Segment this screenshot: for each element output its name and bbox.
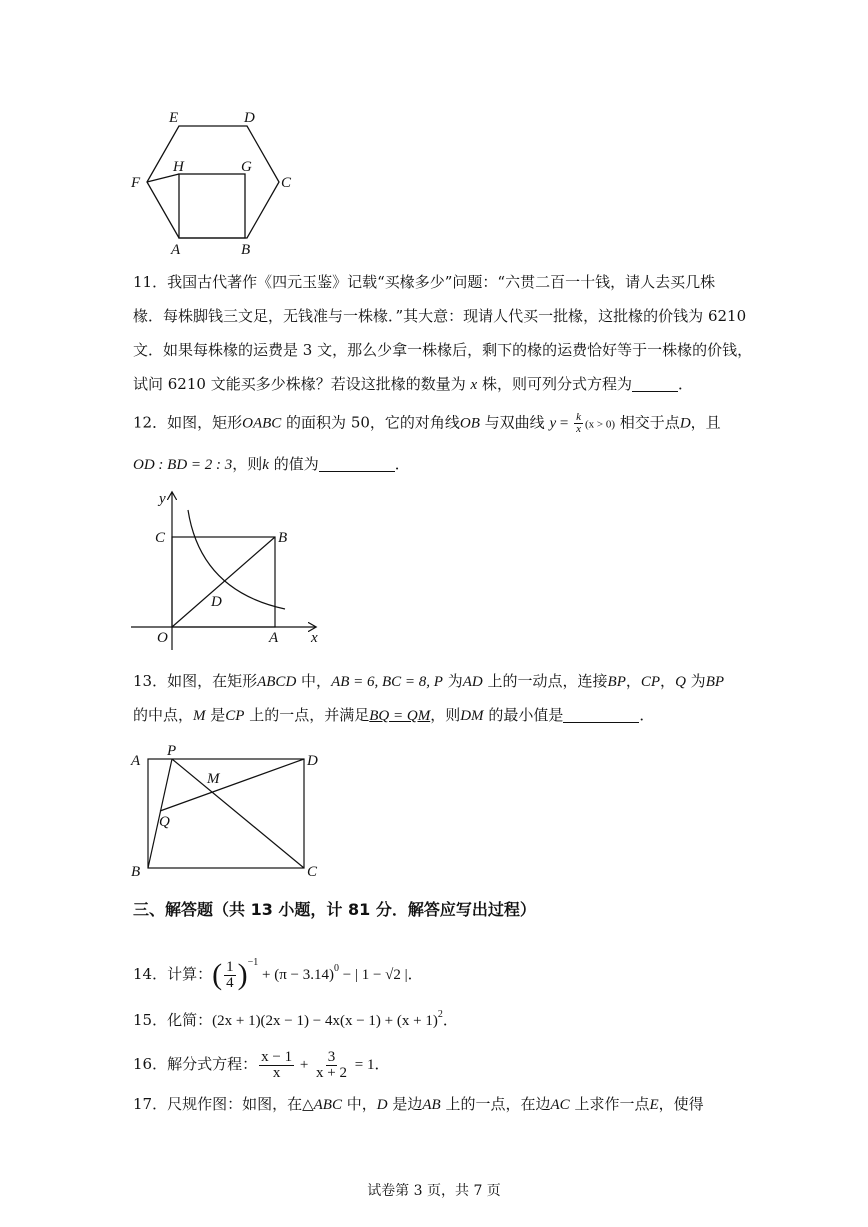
- q12-var-oabc: OABC: [242, 415, 282, 432]
- figure-hexagon-square: [125, 105, 305, 260]
- q15-number: 15．: [133, 1011, 168, 1029]
- label-g: G: [241, 159, 252, 175]
- label-b: B: [131, 864, 141, 880]
- hexagon-shape: [147, 126, 279, 238]
- q16-rhs: = 1: [351, 1057, 375, 1073]
- q16-line: [133, 1044, 390, 1084]
- segment-cp: [172, 759, 304, 868]
- q13-text-1: 如图，在矩形: [167, 672, 258, 690]
- q13-text-8: 的中点，: [133, 706, 194, 724]
- q14-frac-den: 4: [226, 974, 234, 991]
- q13-var-q: Q: [675, 674, 686, 690]
- q14-label: 计算：: [167, 965, 213, 983]
- label-h: H: [173, 159, 184, 175]
- segment-fh: [147, 174, 179, 182]
- hyperbola-curve: [188, 510, 288, 609]
- q13-text-4: 上的一动点，连接: [482, 672, 608, 690]
- q11-end: ．: [677, 375, 693, 393]
- q11-line-4: [133, 374, 693, 395]
- q17-var-ab: AB: [422, 1097, 441, 1113]
- q11-line-2: [133, 306, 746, 326]
- q17-text-4: 上的一点，在边: [440, 1095, 551, 1113]
- q12-line-2: [133, 454, 410, 475]
- q16-number: 16．: [133, 1055, 168, 1073]
- q14-paren-close: ): [237, 958, 248, 991]
- q12-frac-den: x: [576, 423, 581, 435]
- q13-number: 13．: [133, 672, 168, 690]
- label-q: Q: [159, 814, 170, 830]
- q12-end: ．: [394, 455, 410, 473]
- q14-fraction: [224, 960, 236, 991]
- q16-frac2-num: 3: [327, 1048, 336, 1065]
- q11-answer-blank[interactable]: [632, 375, 678, 392]
- q11-line-1: [133, 272, 715, 292]
- q12-text-1: 如图，矩形: [167, 413, 243, 432]
- square-shape: [179, 174, 245, 238]
- q14-end: ．: [407, 965, 423, 983]
- q17-number: 17．: [133, 1095, 168, 1113]
- q17-var-ac: AC: [550, 1097, 570, 1113]
- q14-middle: + (π − 3.14): [258, 967, 334, 983]
- q13-var-abcd: ABCD: [257, 674, 297, 690]
- q11-text-4a: 试问 6210 文能买多少株椽？若设这批椽的数量为: [133, 375, 466, 393]
- section-three-title: 三、解答题（共 13 小题，计 81 分．解答应写出过程）: [133, 900, 536, 919]
- q16-fraction-1: [259, 1050, 294, 1081]
- figure-rectangle-abcd: [125, 738, 335, 883]
- q14-number: 14．: [133, 965, 168, 983]
- q12-line-1: [133, 412, 721, 435]
- q12-frac-num: k: [576, 411, 581, 423]
- label-f: F: [131, 175, 141, 191]
- figure-rectangle-hyperbola: [125, 485, 335, 655]
- label-d: D: [211, 594, 222, 610]
- q13-end: ．: [639, 706, 655, 724]
- q12-var-d: D: [679, 415, 691, 432]
- q14-frac-num: 1: [226, 958, 234, 975]
- q12-text-2: 的面积为 50，它的对角线: [281, 413, 460, 432]
- q15-exp: 2: [437, 1009, 443, 1020]
- label-p: P: [167, 743, 177, 759]
- q13-text-2: 中，: [296, 672, 332, 690]
- q12-eq-y: y: [549, 415, 557, 432]
- q16-end: ．: [374, 1055, 390, 1073]
- q13-line-2: [133, 705, 654, 726]
- q14-exp-1: −1: [247, 957, 259, 968]
- q12-answer-blank[interactable]: [319, 455, 395, 472]
- q13-var-dm: DM: [460, 708, 484, 724]
- q13-text-5: ，: [625, 672, 641, 690]
- q12-text-4: 相交于点: [615, 413, 680, 432]
- q17-text-5: 上求作一点: [569, 1095, 650, 1113]
- q13-equation: BQ = QM: [369, 708, 431, 724]
- q12-text-6: ，则: [232, 455, 263, 473]
- q17-var-triangle: △ABC: [302, 1097, 342, 1113]
- rectangle-abcd: [148, 759, 304, 868]
- q17-text-3: 是边: [387, 1095, 423, 1113]
- q11-number: 11．: [133, 273, 168, 291]
- q16-label: 解分式方程：: [167, 1055, 258, 1073]
- q16-fraction-2: [314, 1050, 349, 1081]
- q11-text-1: 我国古代著作《四元玉鉴》记载“买椽多少”问题：“六贯二百一十钱，请人去买几株: [167, 273, 716, 291]
- q13-text-9: 是: [205, 706, 226, 724]
- label-b: B: [278, 530, 288, 546]
- q16-frac2-den: x + 2: [316, 1064, 348, 1081]
- q17-text-2: 中，: [341, 1095, 377, 1113]
- q12-ratio: OD : BD = 2 : 3: [133, 457, 233, 473]
- q11-text-3: 文．如果每株椽的运费是 3 文，那么少拿一株椽后，剩下的椽的运费恰好等于一株椽的价钱，: [133, 341, 753, 359]
- label-y: y: [159, 491, 166, 507]
- q12-var-ob: OB: [459, 415, 480, 432]
- q15-line: [133, 1005, 458, 1031]
- q13-line-1: [133, 671, 724, 692]
- q13-answer-blank[interactable]: [563, 706, 639, 723]
- q17-var-e: E: [649, 1097, 659, 1113]
- q13-text-6: ，: [660, 672, 676, 690]
- q17-text-6: ，使得: [658, 1095, 704, 1113]
- q11-text-4b: 株，则可列分式方程为: [477, 375, 632, 393]
- q14-line: [133, 946, 423, 991]
- q13-var-bp: BP: [607, 674, 626, 690]
- q16-frac1-num: x − 1: [261, 1048, 293, 1065]
- q12-condition: (x > 0): [585, 418, 616, 431]
- q13-text-11: ，则: [430, 706, 461, 724]
- q13-var-cp: CP: [640, 674, 661, 690]
- q12-text-7: 的值为: [268, 455, 319, 473]
- q12-text-3: 与双曲线: [479, 413, 545, 432]
- q13-var-ad: AD: [462, 674, 483, 690]
- q11-var-x: x: [470, 377, 478, 393]
- q12-fraction: [574, 412, 583, 435]
- label-b: B: [241, 242, 251, 258]
- q13-text-7: 为: [685, 672, 706, 690]
- label-d: D: [307, 753, 318, 769]
- q11-line-3: [133, 340, 752, 360]
- q14-abs: − | 1 − √2 |: [338, 967, 408, 983]
- page-footer: 试卷第 3 页，共 7 页: [367, 1183, 501, 1199]
- label-o: O: [157, 630, 168, 646]
- q14-exp-2: 0: [333, 963, 339, 974]
- q12-text-5: ，且: [690, 413, 721, 432]
- q14-paren-open: (: [212, 958, 223, 991]
- q16-plus: +: [296, 1057, 313, 1073]
- q16-frac1-den: x: [272, 1064, 281, 1081]
- label-d: D: [244, 110, 255, 126]
- label-a: A: [131, 753, 141, 769]
- q13-var-bp2: BP: [705, 674, 725, 690]
- q17-var-d: D: [376, 1097, 388, 1113]
- q13-text-3: 为: [442, 672, 463, 690]
- q11-text-2: 椽．每株脚钱三文足，无钱准与一株椽．”其大意：现请人代买一批椽，这批椽的价钱为 6210: [133, 307, 747, 325]
- label-x: x: [311, 630, 318, 646]
- q13-var-m: M: [193, 708, 206, 724]
- label-a: A: [171, 242, 181, 258]
- q12-eq-sign: =: [556, 415, 573, 432]
- q13-var-cp2: CP: [225, 708, 245, 724]
- q15-expression: (2x + 1)(2x − 1) − 4x(x − 1) + (x + 1): [212, 1013, 438, 1029]
- label-c: C: [307, 864, 318, 880]
- diagonal-ob: [172, 537, 275, 627]
- label-e: E: [169, 110, 179, 126]
- q15-end: ．: [442, 1011, 458, 1029]
- q17-text-1: 尺规作图：如图，在: [167, 1095, 303, 1113]
- q12-var-k: k: [262, 457, 269, 473]
- label-c: C: [281, 175, 292, 191]
- label-a: A: [269, 630, 279, 646]
- q13-text-10: 上的一点，并满足: [244, 706, 370, 724]
- label-c: C: [155, 530, 166, 546]
- q13-text-12: 的最小值是: [483, 706, 564, 724]
- q15-label: 化简：: [167, 1011, 213, 1029]
- q17-line: [133, 1094, 704, 1115]
- q12-number: 12．: [133, 413, 168, 432]
- label-m: M: [207, 771, 220, 787]
- q13-condition: AB = 6, BC = 8, P: [331, 674, 443, 690]
